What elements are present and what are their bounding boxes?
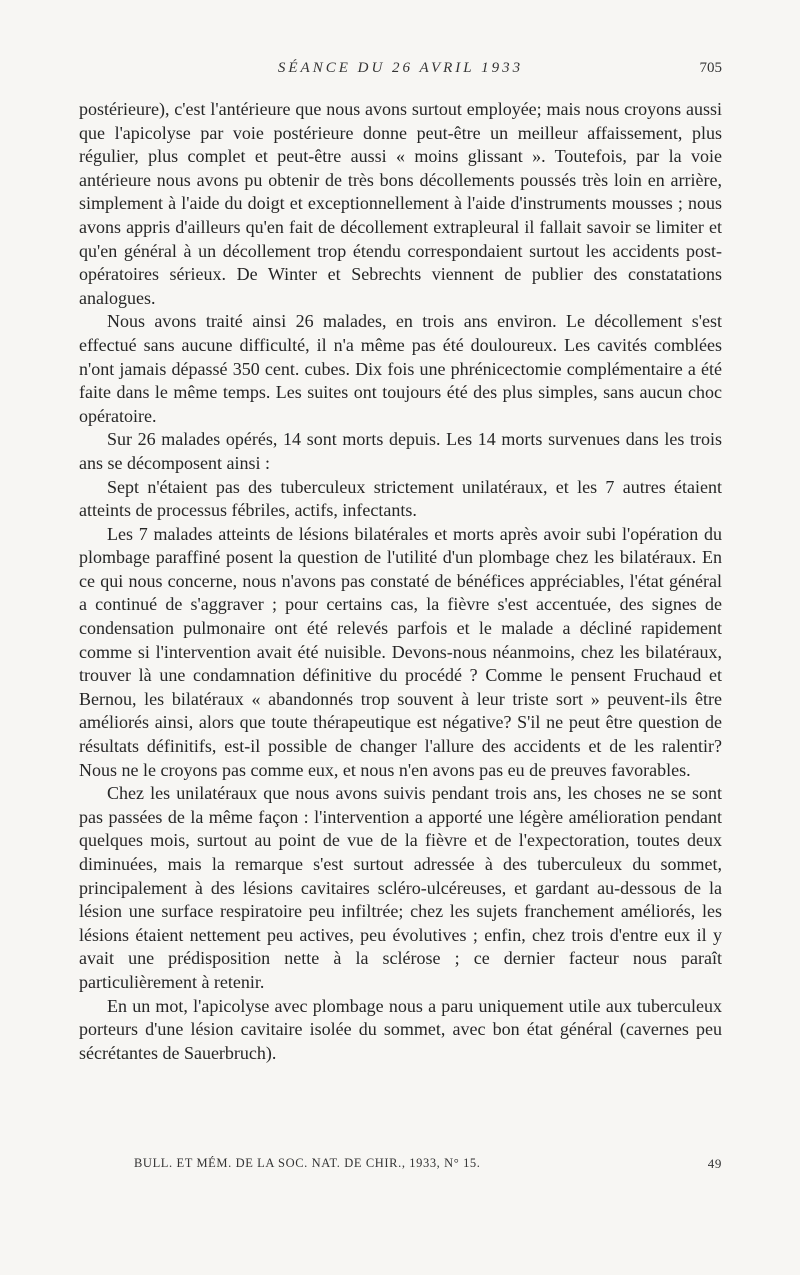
paragraph: Sur 26 malades opérés, 14 sont morts depuis. Les 14 morts survenues dans les trois ans se décomposent ainsi : [79,429,722,473]
page-footer [134,1156,722,1176]
paragraph: En un mot, l'apicolyse avec plombage nous a paru uniquement utile aux tuberculeux porteurs d'une lésion cavitaire isolée du sommet, avec bon état général (cavernes peu sécrétantes de Sauerbruch). [79,995,722,1063]
paragraph: Sept n'étaient pas des tuberculeux strictement unilatéraux, et les 7 autres étaient atteints de processus fébriles, actifs, infectants. [79,476,722,521]
signature-mark: 49 [707,1156,722,1171]
body-text [79,98,722,1065]
page-number: 705 [699,60,722,76]
paragraph: postérieure), c'est l'antérieure que nous avons surtout employée; mais nous croyons aussi que l'apicolyse par voie postérieure donne peut-être un meilleur affaissement, plus régulier, plus complet et peut-être aussi « moins glissant ». Toutefois, par la voie antérieure nous avons pu obtenir de très bons décollements poussés très loin en arrière, simplement à l'aide du doigt et exceptionnellement à l'aide d'instruments mousses ; nous avons appris d'ailleurs qu'en fait de décollement extrapleural il fallait savoir se limiter et qu'en général à un décollement trop étendu correspondaient surtout les accidents post-opératoires sérieux. De Winter et Sebrechts viennent de publier des constatations analogues. [79,99,722,308]
journal-reference: BULL. ET MÉM. DE LA SOC. NAT. DE CHIR., 1933, N° 15. [134,1156,481,1170]
paragraph: Nous avons traité ainsi 26 malades, en trois ans environ. Le décollement s'est effectué sans aucune difficulté, il n'a même pas été douloureux. Les cavités comblées n'ont jamais dépassé 350 cent. cubes. Dix fois une phrénicectomie complémentaire a été faite dans le même temps. Les suites ont toujours été des plus simples, sans aucun choc opératoire. [79,311,722,426]
paragraph: Chez les unilatéraux que nous avons suivis pendant trois ans, les choses ne se sont pas passées de la même façon : l'intervention a apporté une légère amélioration pendant quelques mois, surtout au point de vue de la fièvre et de l'expectoration, toutes deux diminuées, mais la remarque s'est surtout adressée à des tuberculeux du sommet, principalement à des lésions cavitaires scléro-ulcéreuses, et gardant au-dessous de la lésion une surface respiratoire peu infiltrée; chez les sujets franchement améliorés, les lésions étaient nettement peu actives, peu évolutives ; enfin, chez trois d'entre eux il y avait une prédisposition nette à la sclérose ; ce dernier facteur nous paraît particulièrement à retenir. [79,783,722,992]
paragraph: Les 7 malades atteints de lésions bilatérales et morts après avoir subi l'opération du plombage paraffiné posent la question de l'utilité d'un plombage chez les bilatéraux. En ce qui nous concerne, nous n'avons pas constaté de bénéfices appréciables, l'état général a continué de s'aggraver ; pour certains cas, la fièvre s'est accentuée, des signes de condensation pulmonaire ont été relevés parfois et le malade a décliné rapidement comme si l'intervention avait été nuisible. Devons-nous néanmoins, chez les bilatéraux, trouver là une condamnation définitive du procédé ? Comme le pensent Fruchaud et Bernou, les bilatéraux « abandonnés trop souvent à leur triste sort » peuvent-ils être améliorés ainsi, alors que toute thérapeutique est négative? S'il ne peut être question de résultats définitifs, est-il possible de changer l'allure des accidents et de les ralentir? Nous ne le croyons pas comme eux, et nous n'en avons pas eu de preuves favorables. [79,523,722,780]
running-title: SÉANCE DU 26 AVRIL 1933 [277,60,524,76]
running-header [79,60,722,86]
